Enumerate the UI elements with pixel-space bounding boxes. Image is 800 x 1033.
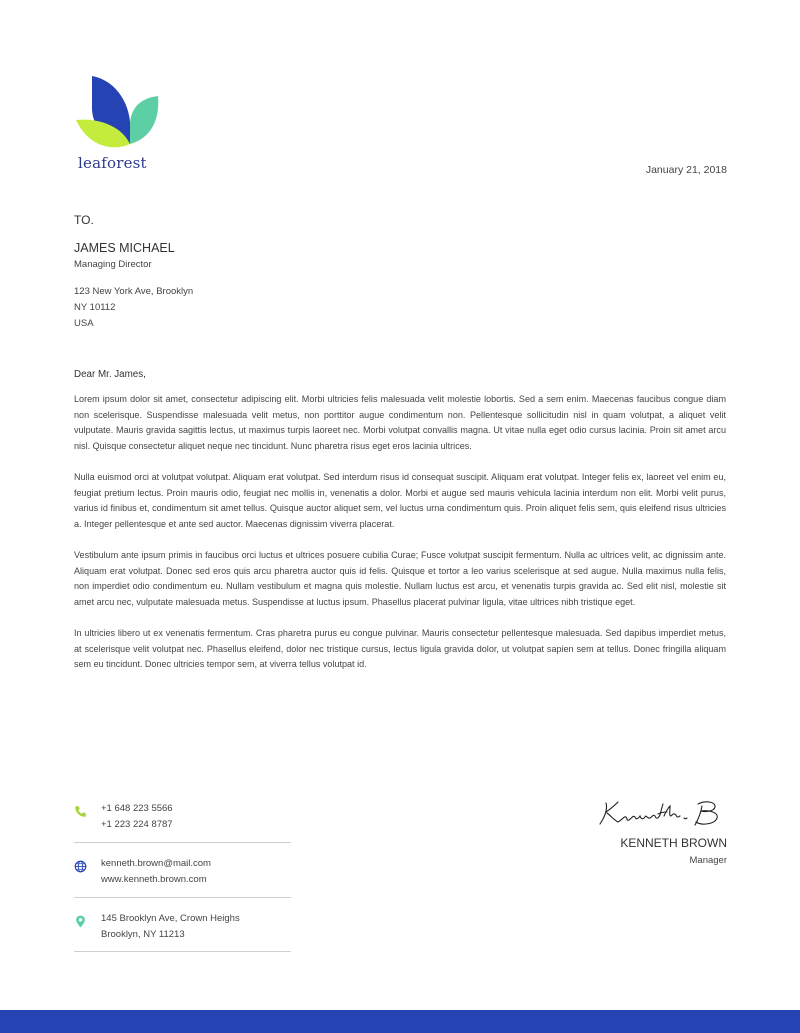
letter-body — [74, 392, 726, 688]
contact-divider — [74, 897, 291, 898]
recipient-name: JAMES MICHAEL — [74, 241, 175, 255]
globe-icon — [74, 860, 87, 873]
handwritten-signature — [598, 798, 730, 828]
address-line: 145 Brooklyn Ave, Crown Heighs — [101, 913, 240, 924]
address-line: Brooklyn, NY 11213 — [101, 929, 185, 940]
contact-address — [74, 911, 291, 947]
phone-number[interactable]: +1 648 223 5566 — [101, 803, 173, 814]
website-link[interactable]: www.kenneth.brown.com — [101, 874, 207, 885]
logo-wordmark: leaforest — [78, 154, 147, 172]
to-label: TO. — [74, 213, 94, 227]
contact-divider — [74, 842, 291, 843]
phone-icon — [74, 805, 87, 818]
recipient-title: Managing Director — [74, 259, 152, 270]
body-paragraph: Nulla euismod orci at volutpat volutpat. Aliquam erat volutpat. Sed interdum risus id consequat suscipit. Aliquam erat volutpat. Integer felis ex, laoreet vel enim eu, feugiat pretium lectus. Proin mauris odio, feugiat nec mollis in, venenatis a dolor. Morbi et augue sed mauris vehicula lacinia interdum non elit. Morbi velit purus, varius id finibus et, condimentum sit amet tellus. Quisque auctor aliquet sem, vel luctus urna condimentum quis. Proin aliquet felis sem, quis eleifend risus ultricies a. Integer pellentesque et ante sed auctor. Maecenas dignissim viverra placerat. — [74, 471, 726, 529]
address-line: USA — [74, 318, 94, 329]
recipient-address — [74, 284, 193, 332]
location-pin-icon — [74, 915, 87, 928]
logo-teal-leaf — [130, 96, 158, 144]
email-link[interactable]: kenneth.brown@mail.com — [101, 858, 211, 869]
address-line: NY 10112 — [74, 302, 116, 313]
address-line: 123 New York Ave, Brooklyn — [74, 286, 194, 297]
body-paragraph: Lorem ipsum dolor sit amet, consectetur adipiscing elit. Morbi ultricies felis malesuada velit molestie lobortis. Sed a sem enim. Maecenas faucibus congue diam non scelerisque. Suspendisse malesuada velit metus, non porttitor augue condimentum non. Pellentesque sollicitudin nisl in quam volutpat, a aliquet velit vulputate. Mauris gravida sagittis lectus, ut maximus turpis laoreet nec. Morbi volutpat convallis magna. Ut vitae nulla eget odio cursus lacinia. Proin sit amet arcu nisl. Quisque consectetur aliquet neque nec tincidunt. Nunc pharetra risus eget eros lacinia ultrices. — [74, 394, 726, 451]
body-paragraph: Vestibulum ante ipsum primis in faucibus orci luctus et ultrices posuere cubilia Curae; Fusce volutpat suscipit fermentum. Nulla ac ultrices velit, ac dignissim ante. Aliquam erat volutpat. Donec sed eros quis arcu pharetra auctor quis id felis. Quisque et tortor a leo varius scelerisque at sed augue. Nulla maximus nulla felis, non imperdiet odio condimentum eu. Nullam vestibulum et magna quis molestie. Nullam luctus est arcu, et venenatis turpis gravida ac. Sed elit nisl, molestie sit amet arcu nec, vulputate malesuada metus. Suspendisse at luctus ipsum. Phasellus placerat pulvinar ligula, vitae ultrices nibh tristique eget. — [74, 549, 726, 607]
phone-number[interactable]: +1 223 224 8787 — [101, 819, 173, 830]
footer-bar — [0, 1010, 800, 1033]
contact-web — [74, 856, 291, 892]
letter-date: January 21, 2018 — [645, 164, 727, 176]
body-paragraph: In ultricies libero ut ex venenatis fermentum. Cras pharetra purus eu congue pulvinar. Mauris consectetur pellentesque malesuada. Sed dapibus imperdiet metus, at scelerisque velit volutpat nec. Phasellus eleifend, dolor nec tristique cursus, lectus ligula gravida dolor, ut volutpat sapien sem at tellus. Donec fringilla aliquam sem eu tincidunt. Donec ultricies tempor sem, at viverra tellus volutpat id. — [74, 627, 726, 670]
signer-title: Manager — [689, 855, 727, 866]
contact-phone — [74, 801, 291, 837]
salutation: Dear Mr. James, — [74, 369, 146, 380]
signer-name: KENNETH BROWN — [620, 836, 727, 850]
contact-divider — [74, 951, 291, 952]
